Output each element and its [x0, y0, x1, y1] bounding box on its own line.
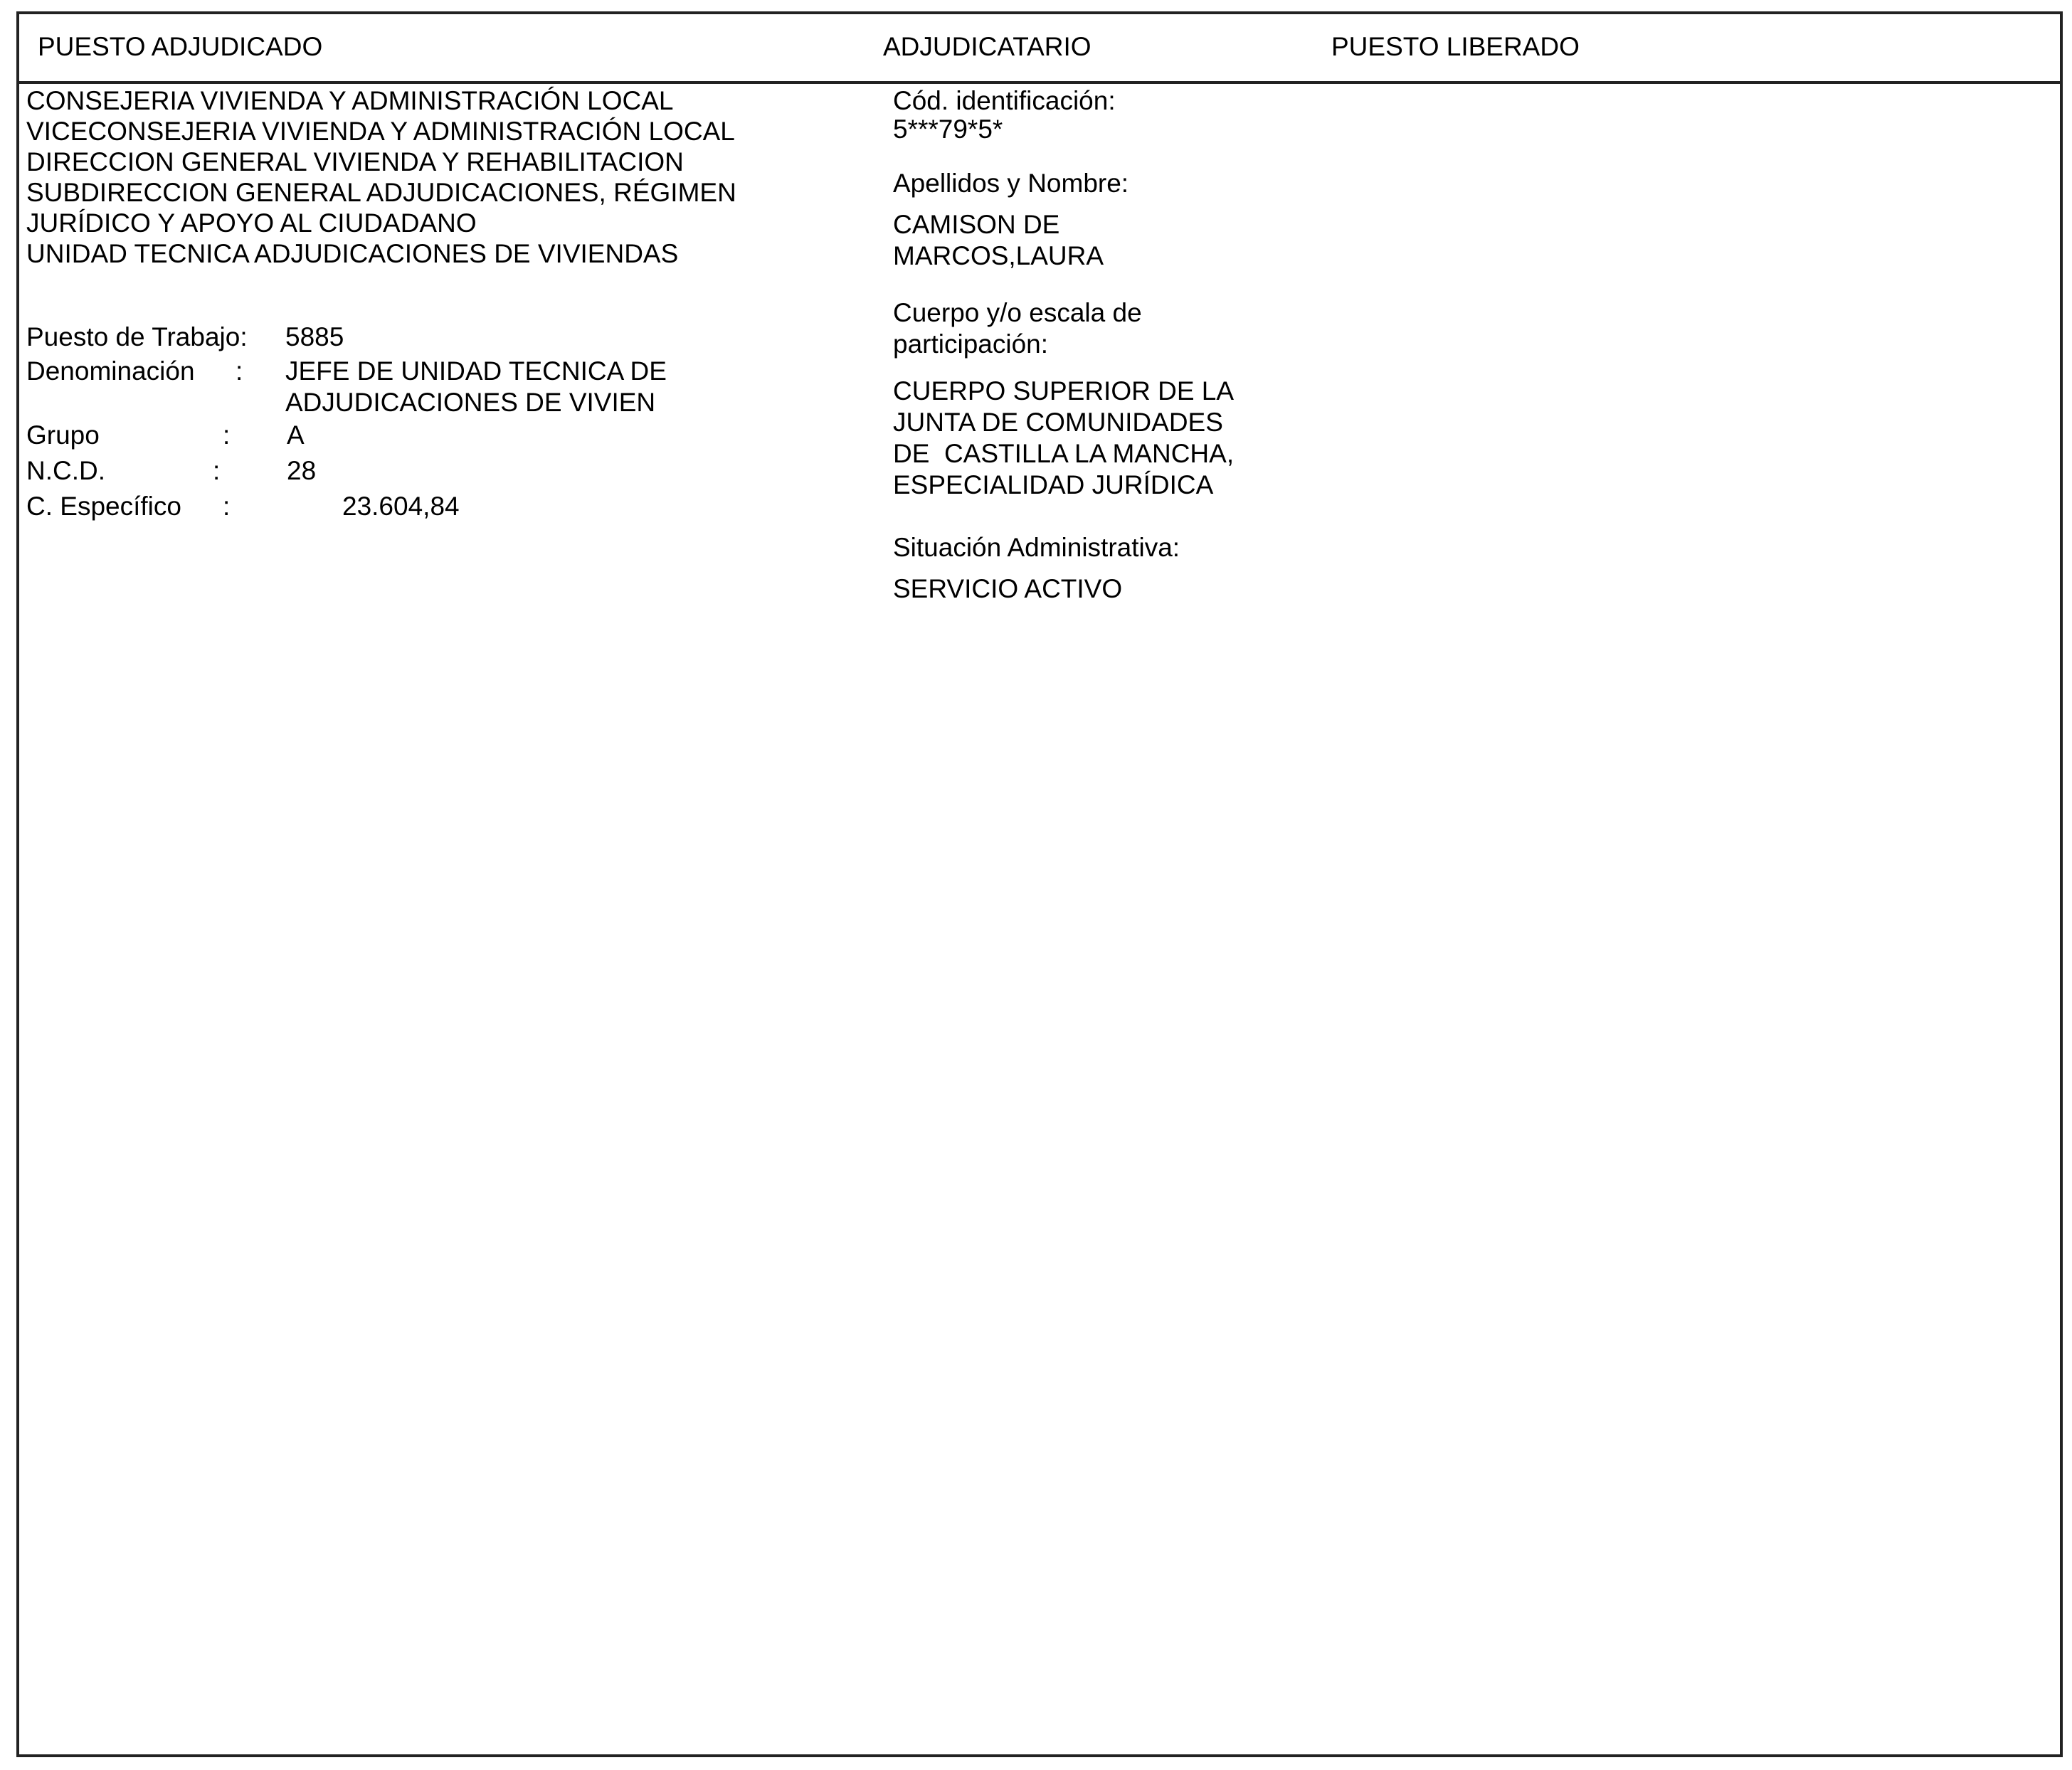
especifico-value: 23.604,84 — [342, 492, 460, 521]
header-puesto-adjudicado: PUESTO ADJUDICADO — [38, 32, 323, 61]
cuerpo-escala-label-line2: participación: — [893, 329, 1049, 359]
denominacion-colon: : — [236, 356, 243, 386]
cuerpo-escala-label-line1: Cuerpo y/o escala de — [893, 298, 1142, 327]
grupo-colon: : — [223, 420, 231, 450]
header-puesto-liberado: PUESTO LIBERADO — [1331, 32, 1580, 61]
especifico-label: C. Específico — [26, 492, 181, 521]
org-line: CONSEJERIA VIVIENDA Y ADMINISTRACIÓN LOCAL — [26, 86, 674, 115]
org-line: UNIDAD TECNICA ADJUDICACIONES DE VIVIENDAS — [26, 239, 679, 268]
ncd-colon: : — [213, 456, 221, 485]
organization-block — [26, 85, 736, 269]
apellidos-nombre-line1: CAMISON DE — [893, 210, 1060, 239]
cuerpo-line4: ESPECIALIDAD JURÍDICA — [893, 470, 1214, 499]
org-line: JURÍDICO Y APOYO AL CIUDADANO — [26, 208, 477, 238]
grupo-label: Grupo — [26, 420, 100, 450]
cuerpo-line2: JUNTA DE COMUNIDADES — [893, 408, 1223, 437]
cuerpo-line3: DE CASTILLA LA MANCHA, — [893, 439, 1235, 468]
situacion-value: SERVICIO ACTIVO — [893, 574, 1123, 603]
cuerpo-line1: CUERPO SUPERIOR DE LA — [893, 376, 1235, 406]
especifico-colon: : — [223, 492, 231, 521]
puesto-value: 5885 — [285, 322, 344, 351]
denominacion-value-line2: ADJUDICACIONES DE VIVIEN — [285, 388, 656, 417]
org-line: SUBDIRECCION GENERAL ADJUDICACIONES, RÉGIMEN — [26, 178, 736, 207]
cod-identificacion-label: Cód. identificación: — [893, 86, 1116, 115]
cod-identificacion-value: 5***79*5* — [893, 115, 1003, 144]
denominacion-label: Denominación — [26, 356, 195, 386]
situacion-label: Situación Administrativa: — [893, 533, 1180, 562]
ncd-value: 28 — [287, 456, 317, 485]
ncd-label: N.C.D. — [26, 456, 105, 485]
denominacion-value-line1: JEFE DE UNIDAD TECNICA DE — [285, 356, 667, 386]
table-header — [19, 14, 2060, 84]
org-line: VICECONSEJERIA VIVIENDA Y ADMINISTRACIÓN LOCAL — [26, 117, 735, 146]
apellidos-nombre-line2: MARCOS,LAURA — [893, 241, 1104, 270]
apellidos-nombre-label: Apellidos y Nombre: — [893, 169, 1129, 198]
header-adjudicatario: ADJUDICATARIO — [883, 32, 1092, 61]
document-frame — [16, 11, 2063, 1757]
grupo-value: A — [287, 420, 305, 450]
puesto-label: Puesto de Trabajo: — [26, 322, 248, 351]
org-line: DIRECCION GENERAL VIVIENDA Y REHABILITACION — [26, 147, 684, 176]
